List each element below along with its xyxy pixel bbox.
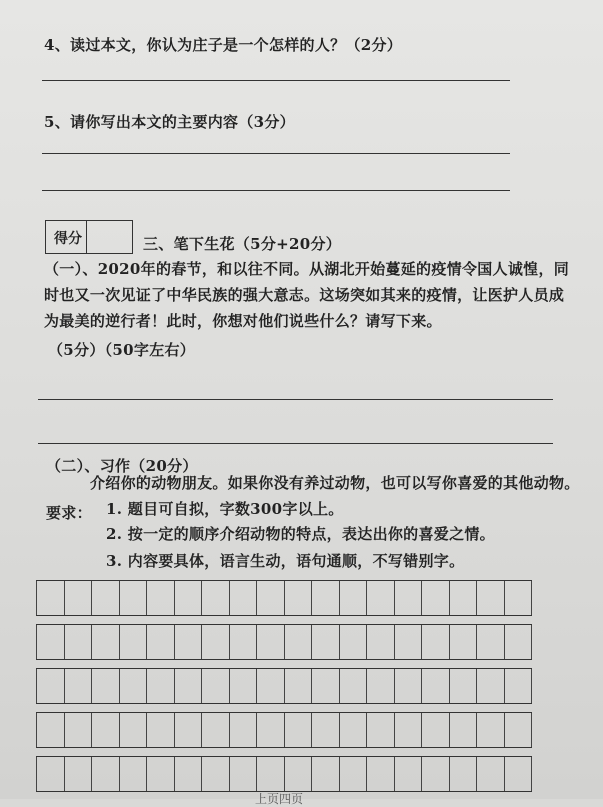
score-label-cell — [46, 221, 87, 253]
part2-title: （二）、习作（20分） — [46, 457, 198, 475]
requirement-2: 2. 按一定的顺序介绍动物的特点，表达出你的喜爱之情。 — [106, 525, 495, 543]
question-5: 5、请你写出本文的主要内容（3分） — [44, 113, 295, 131]
part1-line-2: 时也又一次见证了中华民族的强大意志。这场突如其来的疫情，让医护人员成 — [44, 286, 565, 304]
score-input-cell[interactable] — [87, 221, 132, 253]
grid-row[interactable] — [36, 668, 532, 704]
part1-line-3: 为最美的逆行者！此时，你想对他们说些什么？请写下来。 — [44, 312, 442, 330]
score-label: 得分 — [54, 231, 82, 247]
question-4: 4、读过本文，你认为庄子是一个怎样的人？（2分） — [44, 36, 403, 54]
answer-line[interactable] — [38, 443, 553, 444]
part1-note: （5分）（50字左右） — [48, 341, 196, 359]
page-footer: 上页四页 — [255, 792, 304, 806]
answer-line[interactable] — [42, 190, 510, 191]
composition-grid[interactable] — [36, 572, 532, 799]
requirement-1: 1. 题目可自拟，字数300字以上。 — [106, 500, 344, 518]
grid-row[interactable] — [36, 624, 532, 660]
answer-line[interactable] — [42, 80, 510, 81]
score-box — [45, 220, 133, 254]
requirements-label: 要求： — [46, 504, 92, 522]
grid-row[interactable] — [36, 756, 532, 792]
answer-line[interactable] — [42, 153, 510, 154]
part2-prompt: 介绍你的动物朋友。如果你没有养过动物，也可以写你喜爱的其他动物。 — [90, 474, 580, 492]
grid-row[interactable] — [36, 580, 532, 616]
requirement-3: 3. 内容要具体，语言生动，语句通顺，不写错别字。 — [106, 552, 465, 570]
section-3-title: 三、笔下生花（5分+20分） — [143, 235, 342, 253]
grid-row[interactable] — [36, 712, 532, 748]
part1-line-1: （一）、2020年的春节，和以往不同。从湖北开始蔓延的疫情令国人诚惶，同 — [44, 260, 570, 278]
answer-line[interactable] — [38, 399, 553, 400]
